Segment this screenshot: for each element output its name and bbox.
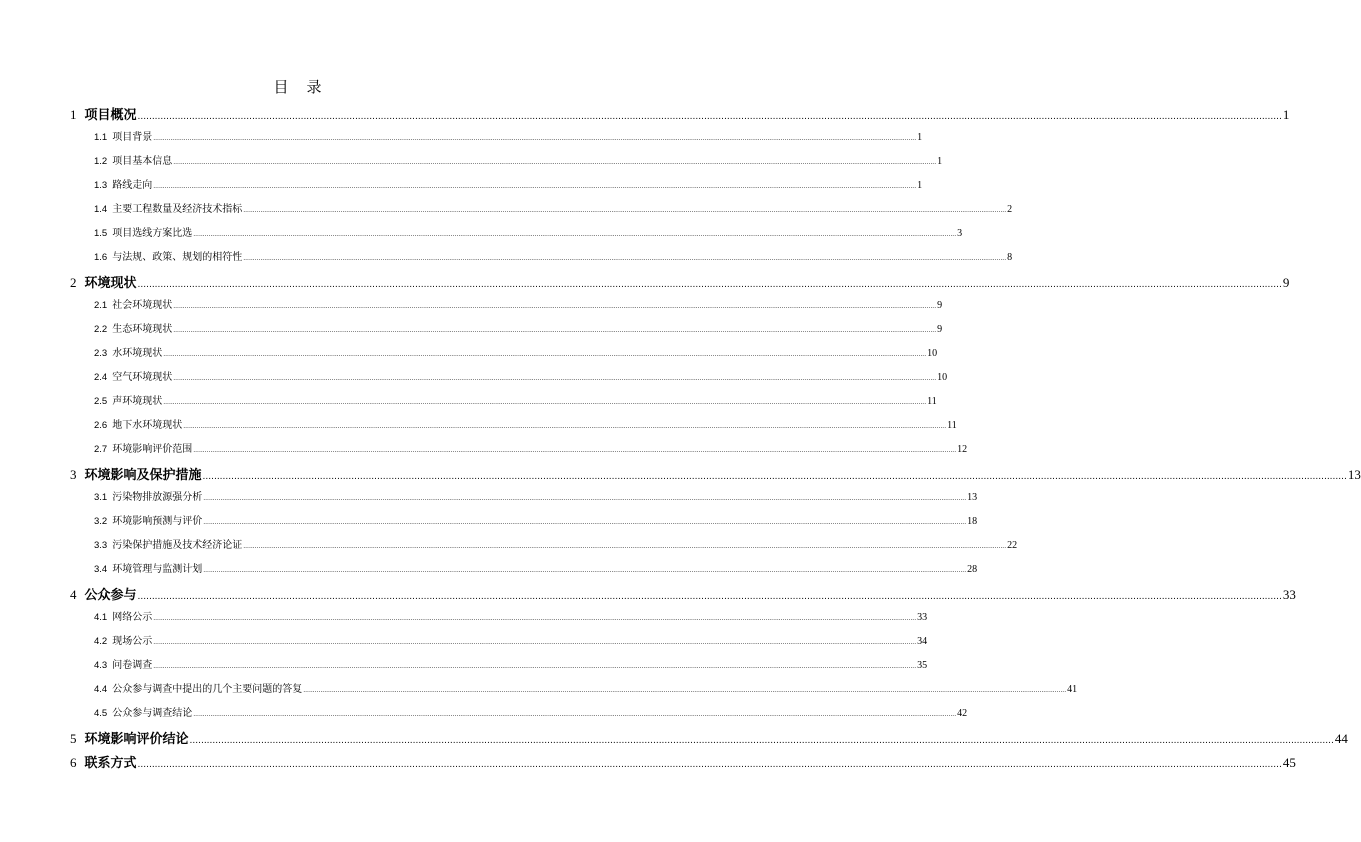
toc-entry-number: 3	[70, 467, 77, 482]
toc-entry[interactable]	[70, 272, 1290, 291]
toc-dot-leader: ................................................................................................................................................................................................................................................................................................................................................................................................................	[163, 351, 927, 358]
toc-entry-number: 4.2	[94, 636, 108, 647]
toc-entry[interactable]	[94, 632, 928, 647]
toc-entry[interactable]	[70, 752, 1296, 771]
toc-entry-number: 3.2	[94, 516, 108, 527]
toc-entry-label: 污染物排放源强分析	[112, 492, 203, 503]
toc-entry-label: 主要工程数量及经济技术指标	[112, 204, 243, 215]
toc-entry-label: 项目背景	[112, 132, 153, 143]
toc-entry-label: 地下水环境现状	[112, 420, 183, 431]
toc-entry-label: 项目概况	[84, 108, 137, 123]
toc-entry-label: 现场公示	[112, 636, 153, 647]
toc-entry-page-number: 28	[967, 564, 978, 575]
toc-entry[interactable]	[94, 536, 1018, 551]
toc-entry[interactable]	[94, 392, 937, 407]
toc-entry-number: 2.7	[94, 444, 108, 455]
toc-entry-label: 声环境现状	[112, 396, 163, 407]
toc-entry-label: 社会环境现状	[112, 300, 173, 311]
toc-dot-leader: ................................................................................................................................................................................................................................................................................................................................................................................................................	[153, 135, 917, 142]
toc-entry-number: 1.5	[94, 228, 108, 239]
toc-dot-leader: ................................................................................................................................................................................................................................................................................................................................................................................................................	[173, 327, 937, 334]
toc-entry-label: 污染保护措施及技术经济论证	[112, 540, 243, 551]
toc-dot-leader: ................................................................................................................................................................................................................................................................................................................................................................................................................	[303, 687, 1067, 694]
toc-dot-leader: ................................................................................................................................................................................................................................................................................................................................................................................................................	[137, 280, 1282, 290]
toc-dot-leader: ................................................................................................................................................................................................................................................................................................................................................................................................................	[203, 567, 967, 574]
toc-entry-page-number: 1	[917, 132, 923, 143]
toc-entry[interactable]	[70, 584, 1296, 603]
toc-entry-number: 2.2	[94, 324, 108, 335]
toc-entry[interactable]	[94, 488, 978, 503]
toc-dot-leader: ................................................................................................................................................................................................................................................................................................................................................................................................................	[153, 615, 917, 622]
toc-entry[interactable]	[94, 560, 978, 575]
toc-entry[interactable]	[94, 608, 928, 623]
toc-entry-label: 水环境现状	[112, 348, 163, 359]
toc-entry-label: 路线走向	[112, 180, 153, 191]
toc-entry-page-number: 3	[957, 228, 963, 239]
toc-dot-leader: ................................................................................................................................................................................................................................................................................................................................................................................................................	[203, 495, 967, 502]
toc-dot-leader: ................................................................................................................................................................................................................................................................................................................................................................................................................	[137, 592, 1282, 602]
toc-dot-leader: ................................................................................................................................................................................................................................................................................................................................................................................................................	[173, 159, 937, 166]
toc-entry-page-number: 41	[1067, 684, 1078, 695]
toc-entry-page-number: 2	[1007, 204, 1013, 215]
toc-entry-number: 1.2	[94, 156, 108, 167]
toc-entry-label: 生态环境现状	[112, 324, 173, 335]
toc-entry-number: 6	[70, 755, 77, 770]
toc-entry[interactable]	[94, 368, 948, 383]
toc-entry-page-number: 34	[917, 636, 928, 647]
toc-dot-leader: ................................................................................................................................................................................................................................................................................................................................................................................................................	[153, 663, 917, 670]
toc-entry[interactable]	[94, 416, 957, 431]
toc-entry-page-number: 42	[957, 708, 968, 719]
toc-entry[interactable]	[94, 248, 1013, 263]
toc-entry-label: 网络公示	[112, 612, 153, 623]
toc-entry-page-number: 8	[1007, 252, 1013, 263]
toc-entry-page-number: 11	[927, 396, 937, 407]
toc-dot-leader: ................................................................................................................................................................................................................................................................................................................................................................................................................	[173, 303, 937, 310]
toc-entry-number: 4.4	[94, 684, 108, 695]
toc-entry-label: 公众参与调查结论	[112, 708, 193, 719]
toc-entry[interactable]	[70, 104, 1290, 123]
toc-entry-number: 2.5	[94, 396, 108, 407]
toc-entry-page-number: 1	[917, 180, 923, 191]
toc-entry-page-number: 44	[1334, 731, 1348, 746]
toc-title-char: 目	[273, 78, 289, 96]
toc-entry-label: 环境影响及保护措施	[84, 468, 202, 483]
toc-entry[interactable]	[70, 728, 1348, 747]
toc-entry[interactable]	[94, 440, 968, 455]
toc-title-char: 录	[306, 78, 322, 96]
toc-entry-number: 2.4	[94, 372, 108, 383]
toc-entry[interactable]	[94, 704, 968, 719]
toc-entry-number: 1.6	[94, 252, 108, 263]
toc-entry-number: 4.3	[94, 660, 108, 671]
toc-entry-label: 问卷调查	[112, 660, 153, 671]
toc-entry-page-number: 13	[967, 492, 978, 503]
toc-entry-number: 5	[70, 731, 77, 746]
toc-entry-number: 3.3	[94, 540, 108, 551]
toc-entry[interactable]	[94, 200, 1013, 215]
toc-entry-page-number: 10	[927, 348, 938, 359]
toc-entry-label: 环境影响评价范围	[112, 444, 193, 455]
toc-entry-number: 4.5	[94, 708, 108, 719]
toc-entry-page-number: 9	[937, 324, 943, 335]
toc-entry-page-number: 13	[1347, 467, 1361, 482]
toc-entry-number: 1	[70, 107, 77, 122]
toc-entry-page-number: 33	[1282, 587, 1296, 602]
toc-entry-page-number: 45	[1282, 755, 1296, 770]
toc-entry[interactable]	[94, 128, 923, 143]
toc-entry-number: 1.4	[94, 204, 108, 215]
toc-entry-label: 环境影响预测与评价	[112, 516, 203, 527]
toc-entry-page-number: 33	[917, 612, 928, 623]
toc-entry[interactable]	[94, 296, 943, 311]
toc-dot-leader: ................................................................................................................................................................................................................................................................................................................................................................................................................	[173, 375, 937, 382]
toc-entry-number: 3.1	[94, 492, 108, 503]
toc-entry-number: 2.1	[94, 300, 108, 311]
toc-entry-label: 公众参与调查中提出的几个主要问题的答复	[112, 684, 303, 695]
toc-entry-label: 联系方式	[84, 756, 137, 771]
toc-entry-label: 公众参与	[84, 588, 137, 603]
toc-dot-leader: ................................................................................................................................................................................................................................................................................................................................................................................................................	[137, 112, 1282, 122]
toc-entry-number: 1.1	[94, 132, 108, 143]
toc-dot-leader: ................................................................................................................................................................................................................................................................................................................................................................................................................	[153, 639, 917, 646]
toc-entry-number: 4.1	[94, 612, 108, 623]
toc-entry[interactable]	[94, 152, 943, 167]
toc-entry-label: 空气环境现状	[112, 372, 173, 383]
toc-dot-leader: ................................................................................................................................................................................................................................................................................................................................................................................................................	[193, 231, 957, 238]
toc-entry-number: 2.6	[94, 420, 108, 431]
toc-dot-leader: ................................................................................................................................................................................................................................................................................................................................................................................................................	[163, 399, 927, 406]
toc-entry-label: 项目选线方案比选	[112, 228, 193, 239]
toc-entry[interactable]	[70, 464, 1361, 483]
toc-entry-number: 2	[70, 275, 77, 290]
toc-dot-leader: ................................................................................................................................................................................................................................................................................................................................................................................................................	[243, 255, 1007, 262]
toc-entry-number: 1.3	[94, 180, 108, 191]
toc-dot-leader: ................................................................................................................................................................................................................................................................................................................................................................................................................	[193, 711, 957, 718]
toc-entry-page-number: 22	[1007, 540, 1018, 551]
toc-entry-page-number: 9	[1282, 275, 1290, 290]
toc-dot-leader: ................................................................................................................................................................................................................................................................................................................................................................................................................	[243, 207, 1007, 214]
toc-entry-label: 环境管理与监测计划	[112, 564, 203, 575]
toc-dot-leader: ................................................................................................................................................................................................................................................................................................................................................................................................................	[193, 447, 957, 454]
toc-entry-page-number: 35	[917, 660, 928, 671]
toc-dot-leader: ................................................................................................................................................................................................................................................................................................................................................................................................................	[137, 760, 1282, 770]
toc-entry[interactable]	[94, 512, 978, 527]
toc-entry[interactable]	[94, 344, 938, 359]
toc-entry-page-number: 1	[937, 156, 943, 167]
toc-entry-page-number: 10	[937, 372, 948, 383]
toc-entry[interactable]	[94, 656, 928, 671]
toc-entry-page-number: 1	[1282, 107, 1290, 122]
toc-entry-page-number: 9	[937, 300, 943, 311]
toc-dot-leader: ................................................................................................................................................................................................................................................................................................................................................................................................................	[153, 183, 917, 190]
toc-dot-leader: ................................................................................................................................................................................................................................................................................................................................................................................................................	[243, 543, 1007, 550]
toc-entry[interactable]	[94, 320, 943, 335]
toc-entry-page-number: 18	[967, 516, 978, 527]
toc-entry[interactable]	[94, 680, 1078, 695]
toc-entry-page-number: 12	[957, 444, 968, 455]
toc-entry-page-number: 11	[947, 420, 957, 431]
toc-dot-leader: ................................................................................................................................................................................................................................................................................................................................................................................................................	[189, 736, 1334, 746]
toc-dot-leader: ................................................................................................................................................................................................................................................................................................................................................................................................................	[203, 519, 967, 526]
toc-dot-leader: ................................................................................................................................................................................................................................................................................................................................................................................................................	[183, 423, 947, 430]
toc-entry-number: 3.4	[94, 564, 108, 575]
toc-entry-label: 环境影响评价结论	[84, 732, 189, 747]
toc-entry-label: 环境现状	[84, 276, 137, 291]
toc-entry-label: 项目基本信息	[112, 156, 173, 167]
toc-entry-label: 与法规、政策、规划的相符性	[112, 252, 243, 263]
toc-entry[interactable]	[94, 224, 963, 239]
toc-entry-number: 2.3	[94, 348, 108, 359]
toc-entry[interactable]	[94, 176, 923, 191]
toc-dot-leader: ................................................................................................................................................................................................................................................................................................................................................................................................................	[202, 472, 1347, 482]
toc-entry-number: 4	[70, 587, 77, 602]
